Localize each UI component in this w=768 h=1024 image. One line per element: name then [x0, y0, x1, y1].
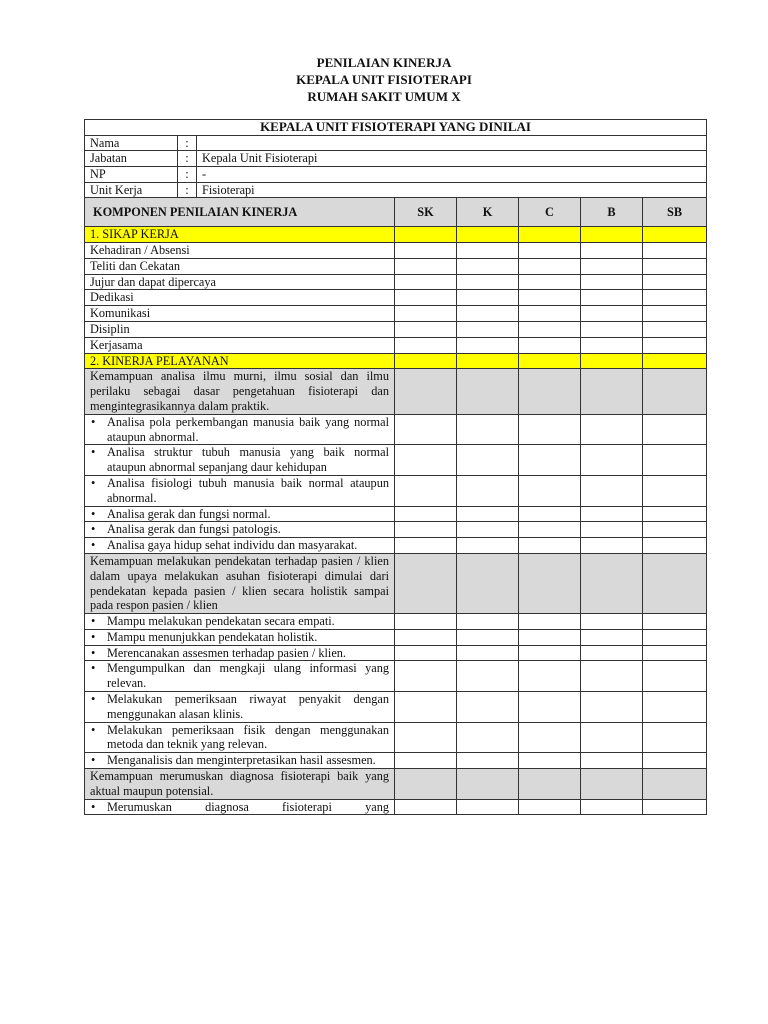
score-cell[interactable] [519, 321, 581, 337]
criterion-label: • Melakukan pemeriksaan fisik dengan menggunakan metoda dan teknik yang relevan. [85, 722, 395, 753]
score-cell[interactable] [643, 274, 707, 290]
score-cell[interactable] [581, 522, 643, 538]
score-cell[interactable] [643, 538, 707, 554]
info-value: - [197, 166, 707, 182]
criterion-label: • Analisa gaya hidup sehat individu dan masyarakat. [85, 538, 395, 554]
grid-header-label: KOMPONEN PENILAIAN KINERJA [85, 198, 395, 227]
table-row [85, 445, 707, 476]
score-cell[interactable] [643, 321, 707, 337]
info-label: Jabatan [85, 151, 178, 167]
score-cell[interactable] [395, 337, 457, 353]
table-row [85, 538, 707, 554]
score-cell[interactable] [519, 306, 581, 322]
score-cell[interactable] [457, 274, 519, 290]
score-cell[interactable] [457, 414, 519, 445]
table-row [85, 614, 707, 630]
score-cell[interactable] [581, 614, 643, 630]
score-cell[interactable] [519, 506, 581, 522]
score-cell[interactable] [581, 799, 643, 815]
score-cell[interactable] [457, 629, 519, 645]
score-cell[interactable] [581, 321, 643, 337]
info-sep: : [178, 182, 197, 198]
criterion-label: • Analisa gerak dan fungsi normal. [85, 506, 395, 522]
score-cell[interactable] [457, 722, 519, 753]
criterion-label: Jujur dan dapat dipercaya [85, 274, 395, 290]
score-cell[interactable] [643, 692, 707, 723]
criterion-label: • Analisa struktur tubuh manusia yang baik normal ataupun abnormal sepanjang daur kehidupan [85, 445, 395, 476]
score-cell[interactable] [395, 242, 457, 258]
info-value: Fisioterapi [197, 182, 707, 198]
score-cell[interactable] [643, 753, 707, 769]
score-cell[interactable] [457, 306, 519, 322]
doc-title-line-3: RUMAH SAKIT UMUM X [307, 89, 461, 104]
table-row [85, 629, 707, 645]
info-label: NP [85, 166, 178, 182]
score-cell[interactable] [395, 645, 457, 661]
score-cell[interactable] [519, 445, 581, 476]
section-title: 1. SIKAP KERJA [85, 227, 395, 243]
table-title-row [85, 120, 707, 136]
criterion-label: • Mengumpulkan dan mengkaji ulang informasi yang relevan. [85, 661, 395, 692]
score-cell[interactable] [643, 445, 707, 476]
criterion-label: Kehadiran / Absensi [85, 242, 395, 258]
score-cell[interactable] [519, 475, 581, 506]
table-row [85, 722, 707, 753]
info-row-nama [85, 135, 707, 151]
criterion-label: Disiplin [85, 321, 395, 337]
criterion-label: • Analisa fisiologi tubuh manusia baik normal ataupun abnormal. [85, 475, 395, 506]
score-cell[interactable] [519, 614, 581, 630]
score-cell[interactable] [395, 274, 457, 290]
doc-title-line-2: KEPALA UNIT FISIOTERAPI [296, 72, 472, 87]
score-cell[interactable] [643, 522, 707, 538]
score-cell[interactable] [457, 692, 519, 723]
criterion-label: Dedikasi [85, 290, 395, 306]
score-cell[interactable] [581, 337, 643, 353]
score-cell[interactable] [519, 692, 581, 723]
score-cell[interactable] [457, 506, 519, 522]
score-cell[interactable] [519, 661, 581, 692]
col-header-sb: SB [643, 198, 707, 227]
score-cell[interactable] [457, 242, 519, 258]
score-cell[interactable] [519, 274, 581, 290]
score-cell[interactable] [395, 522, 457, 538]
score-cell[interactable] [457, 475, 519, 506]
info-row-jabatan [85, 151, 707, 167]
score-cell[interactable] [519, 414, 581, 445]
table-title: KEPALA UNIT FISIOTERAPI YANG DINILAI [85, 120, 707, 136]
col-header-b: B [581, 198, 643, 227]
group-row [85, 769, 707, 800]
criterion-label: • Melakukan pemeriksaan riwayat penyakit dengan menggunakan alasan klinis. [85, 692, 395, 723]
score-cell[interactable] [395, 321, 457, 337]
score-cell[interactable] [643, 506, 707, 522]
score-cell[interactable] [581, 722, 643, 753]
criterion-label: • Merencanakan assesmen terhadap pasien / klien. [85, 645, 395, 661]
score-cell[interactable] [457, 321, 519, 337]
score-cell[interactable] [581, 475, 643, 506]
score-cell[interactable] [643, 306, 707, 322]
score-cell[interactable] [457, 290, 519, 306]
score-cell[interactable] [643, 629, 707, 645]
section-row [85, 353, 707, 369]
table-row [85, 506, 707, 522]
score-cell[interactable] [457, 337, 519, 353]
score-cell[interactable] [581, 414, 643, 445]
score-cell[interactable] [395, 722, 457, 753]
score-cell[interactable] [457, 614, 519, 630]
score-cell[interactable] [643, 661, 707, 692]
score-cell[interactable] [643, 337, 707, 353]
score-cell[interactable] [457, 645, 519, 661]
score-cell[interactable] [519, 629, 581, 645]
table-row [85, 290, 707, 306]
criterion-label: • Analisa gerak dan fungsi patologis. [85, 522, 395, 538]
table-row [85, 274, 707, 290]
score-cell[interactable] [457, 522, 519, 538]
group-description: Kemampuan merumuskan diagnosa fisioterapi baik yang aktual maupun potensial. [85, 769, 395, 800]
criterion-label: • Analisa pola perkembangan manusia baik yang normal ataupun abnormal. [85, 414, 395, 445]
score-cell[interactable] [395, 538, 457, 554]
score-cell[interactable] [395, 258, 457, 274]
score-cell[interactable] [581, 661, 643, 692]
info-sep: : [178, 135, 197, 151]
criterion-label: Teliti dan Cekatan [85, 258, 395, 274]
info-sep: : [178, 151, 197, 167]
score-cell[interactable] [643, 722, 707, 753]
criterion-label: Komunikasi [85, 306, 395, 322]
table-row [85, 799, 707, 815]
section-row [85, 227, 707, 243]
assessment-table [84, 119, 707, 815]
score-cell[interactable] [395, 753, 457, 769]
score-cell[interactable] [643, 475, 707, 506]
group-row [85, 553, 707, 613]
info-row-np [85, 166, 707, 182]
table-row [85, 258, 707, 274]
info-row-unit-kerja [85, 182, 707, 198]
table-row [85, 321, 707, 337]
doc-title-line-1: PENILAIAN KINERJA [316, 55, 452, 70]
score-cell[interactable] [457, 661, 519, 692]
score-cell[interactable] [643, 290, 707, 306]
score-cell[interactable] [643, 242, 707, 258]
table-row [85, 475, 707, 506]
score-cell[interactable] [581, 274, 643, 290]
table-row [85, 242, 707, 258]
info-label: Unit Kerja [85, 182, 178, 198]
score-cell[interactable] [395, 799, 457, 815]
grid-header-row [85, 198, 707, 227]
score-cell[interactable] [519, 753, 581, 769]
group-description: Kemampuan melakukan pendekatan terhadap pasien / klien dalam upaya melakukan asuhan fisioterapi dimulai dari pendekatan kepada pasien / klien secara holistik sampai pada respon pasien / klien [85, 553, 395, 613]
table-row [85, 753, 707, 769]
score-cell[interactable] [457, 753, 519, 769]
criterion-label: • Menganalisis dan menginterpretasikan hasil assesmen. [85, 753, 395, 769]
group-row [85, 369, 707, 414]
score-cell[interactable] [581, 445, 643, 476]
table-row [85, 414, 707, 445]
group-description: Kemampuan analisa ilmu murni, ilmu sosial dan ilmu perilaku sebagai dasar pengetahuan fisioterapi dan mengintegrasikannya dalam praktik. [85, 369, 395, 414]
score-cell[interactable] [395, 629, 457, 645]
table-row [85, 337, 707, 353]
info-value [197, 135, 707, 151]
score-cell[interactable] [519, 538, 581, 554]
score-cell[interactable] [581, 692, 643, 723]
score-cell[interactable] [395, 445, 457, 476]
info-value: Kepala Unit Fisioterapi [197, 151, 707, 167]
score-cell[interactable] [395, 506, 457, 522]
info-sep: : [178, 166, 197, 182]
table-row [85, 692, 707, 723]
score-cell[interactable] [519, 337, 581, 353]
table-row [85, 661, 707, 692]
score-cell[interactable] [519, 290, 581, 306]
score-cell[interactable] [581, 506, 643, 522]
info-label: Nama [85, 135, 178, 151]
criterion-label: • Merumuskan diagnosa fisioterapi yang [85, 799, 395, 815]
score-cell[interactable] [581, 290, 643, 306]
score-cell[interactable] [519, 242, 581, 258]
score-cell[interactable] [581, 629, 643, 645]
table-row [85, 522, 707, 538]
score-cell[interactable] [519, 799, 581, 815]
score-cell[interactable] [457, 258, 519, 274]
score-cell[interactable] [395, 306, 457, 322]
score-cell[interactable] [581, 258, 643, 274]
score-cell[interactable] [395, 614, 457, 630]
score-cell[interactable] [581, 645, 643, 661]
score-cell[interactable] [395, 290, 457, 306]
criterion-label: • Mampu menunjukkan pendekatan holistik. [85, 629, 395, 645]
score-cell[interactable] [519, 645, 581, 661]
score-cell[interactable] [457, 799, 519, 815]
table-row [85, 645, 707, 661]
score-cell[interactable] [581, 306, 643, 322]
col-header-sk: SK [395, 198, 457, 227]
score-cell[interactable] [643, 414, 707, 445]
col-header-k: K [457, 198, 519, 227]
criterion-label: • Mampu melakukan pendekatan secara empati. [85, 614, 395, 630]
score-cell[interactable] [457, 538, 519, 554]
section-title: 2. KINERJA PELAYANAN [85, 353, 395, 369]
score-cell[interactable] [519, 258, 581, 274]
col-header-c: C [519, 198, 581, 227]
score-cell[interactable] [581, 753, 643, 769]
score-cell[interactable] [395, 414, 457, 445]
score-cell[interactable] [643, 614, 707, 630]
score-cell[interactable] [395, 692, 457, 723]
score-cell[interactable] [519, 722, 581, 753]
score-cell[interactable] [581, 538, 643, 554]
score-cell[interactable] [395, 475, 457, 506]
score-cell[interactable] [643, 258, 707, 274]
score-cell[interactable] [643, 645, 707, 661]
score-cell[interactable] [581, 242, 643, 258]
score-cell[interactable] [519, 522, 581, 538]
criterion-label: Kerjasama [85, 337, 395, 353]
score-cell[interactable] [643, 799, 707, 815]
table-row [85, 306, 707, 322]
score-cell[interactable] [457, 445, 519, 476]
score-cell[interactable] [395, 661, 457, 692]
